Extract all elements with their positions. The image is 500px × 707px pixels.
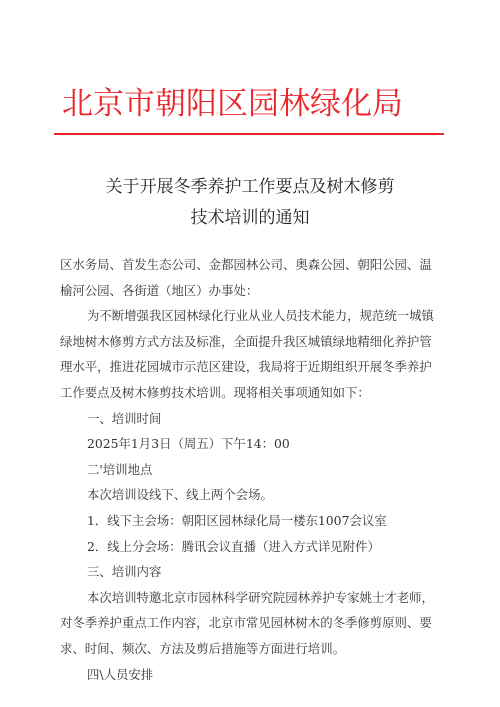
body-line-main-venue: 1．线下主会场：朝阳区园林绿化局一楼东1007会议室 (87, 512, 387, 528)
section-heading-personnel: 四\人员安排 (87, 666, 154, 682)
body-line-datetime: 2025年1月3日（周五）下午14：00 (87, 436, 290, 452)
body-line-venues: 本次培训设线下、线上两个会场。 (87, 487, 273, 503)
body-line-intro-3: 理水平，推进花园城市示范区建设，我局将于近期组织开展冬季养护 (60, 359, 432, 375)
body-line-intro-1: 为不断增强我区园林绿化行业从业人员技术能力，规范统一城镇 (87, 308, 434, 324)
body-line-intro-2: 绿地树木修剪方式方法及标准，全面提升我区城镇绿地精细化养护管 (60, 333, 432, 349)
body-line-online-venue: 2．线上分会场：腾讯会议直播（进入方式详见附件） (87, 538, 380, 554)
body-line-content-1: 本次培训特邀北京市园林科学研究院园林养护专家姚士才老师， (87, 589, 434, 605)
section-heading-time: 一、培训时间 (87, 410, 162, 426)
letterhead-red-rule (54, 133, 444, 135)
section-heading-content: 三、培训内容 (87, 564, 162, 580)
notice-title-line-2: 技术培训的通知 (190, 208, 310, 228)
body-line-content-3: 求、时间、频次、方法及剪后措施等方面进行培训。 (60, 640, 345, 656)
notice-title-line-1: 关于开展冬季养护工作要点及树木修剪 (105, 177, 395, 197)
section-heading-location: 二'培训地点 (87, 461, 153, 477)
org-letterhead: 北京市朝阳区园林绿化局 (62, 86, 403, 122)
body-line-intro-4: 工作要点及树木修剪技术培训。现将相关事项通知如下： (60, 384, 370, 400)
body-line-recipients-1: 区水务局、首发生态公司、金都园林公司、奥森公园、朝阳公园、温 (60, 257, 432, 272)
notice-body (60, 252, 445, 687)
body-line-content-2: 对冬季养护重点工作内容，北京市常见园林树木的冬季修剪原则、要 (60, 615, 432, 631)
body-line-recipients-2: 榆河公园、各街道（地区）办事处： (60, 282, 259, 298)
